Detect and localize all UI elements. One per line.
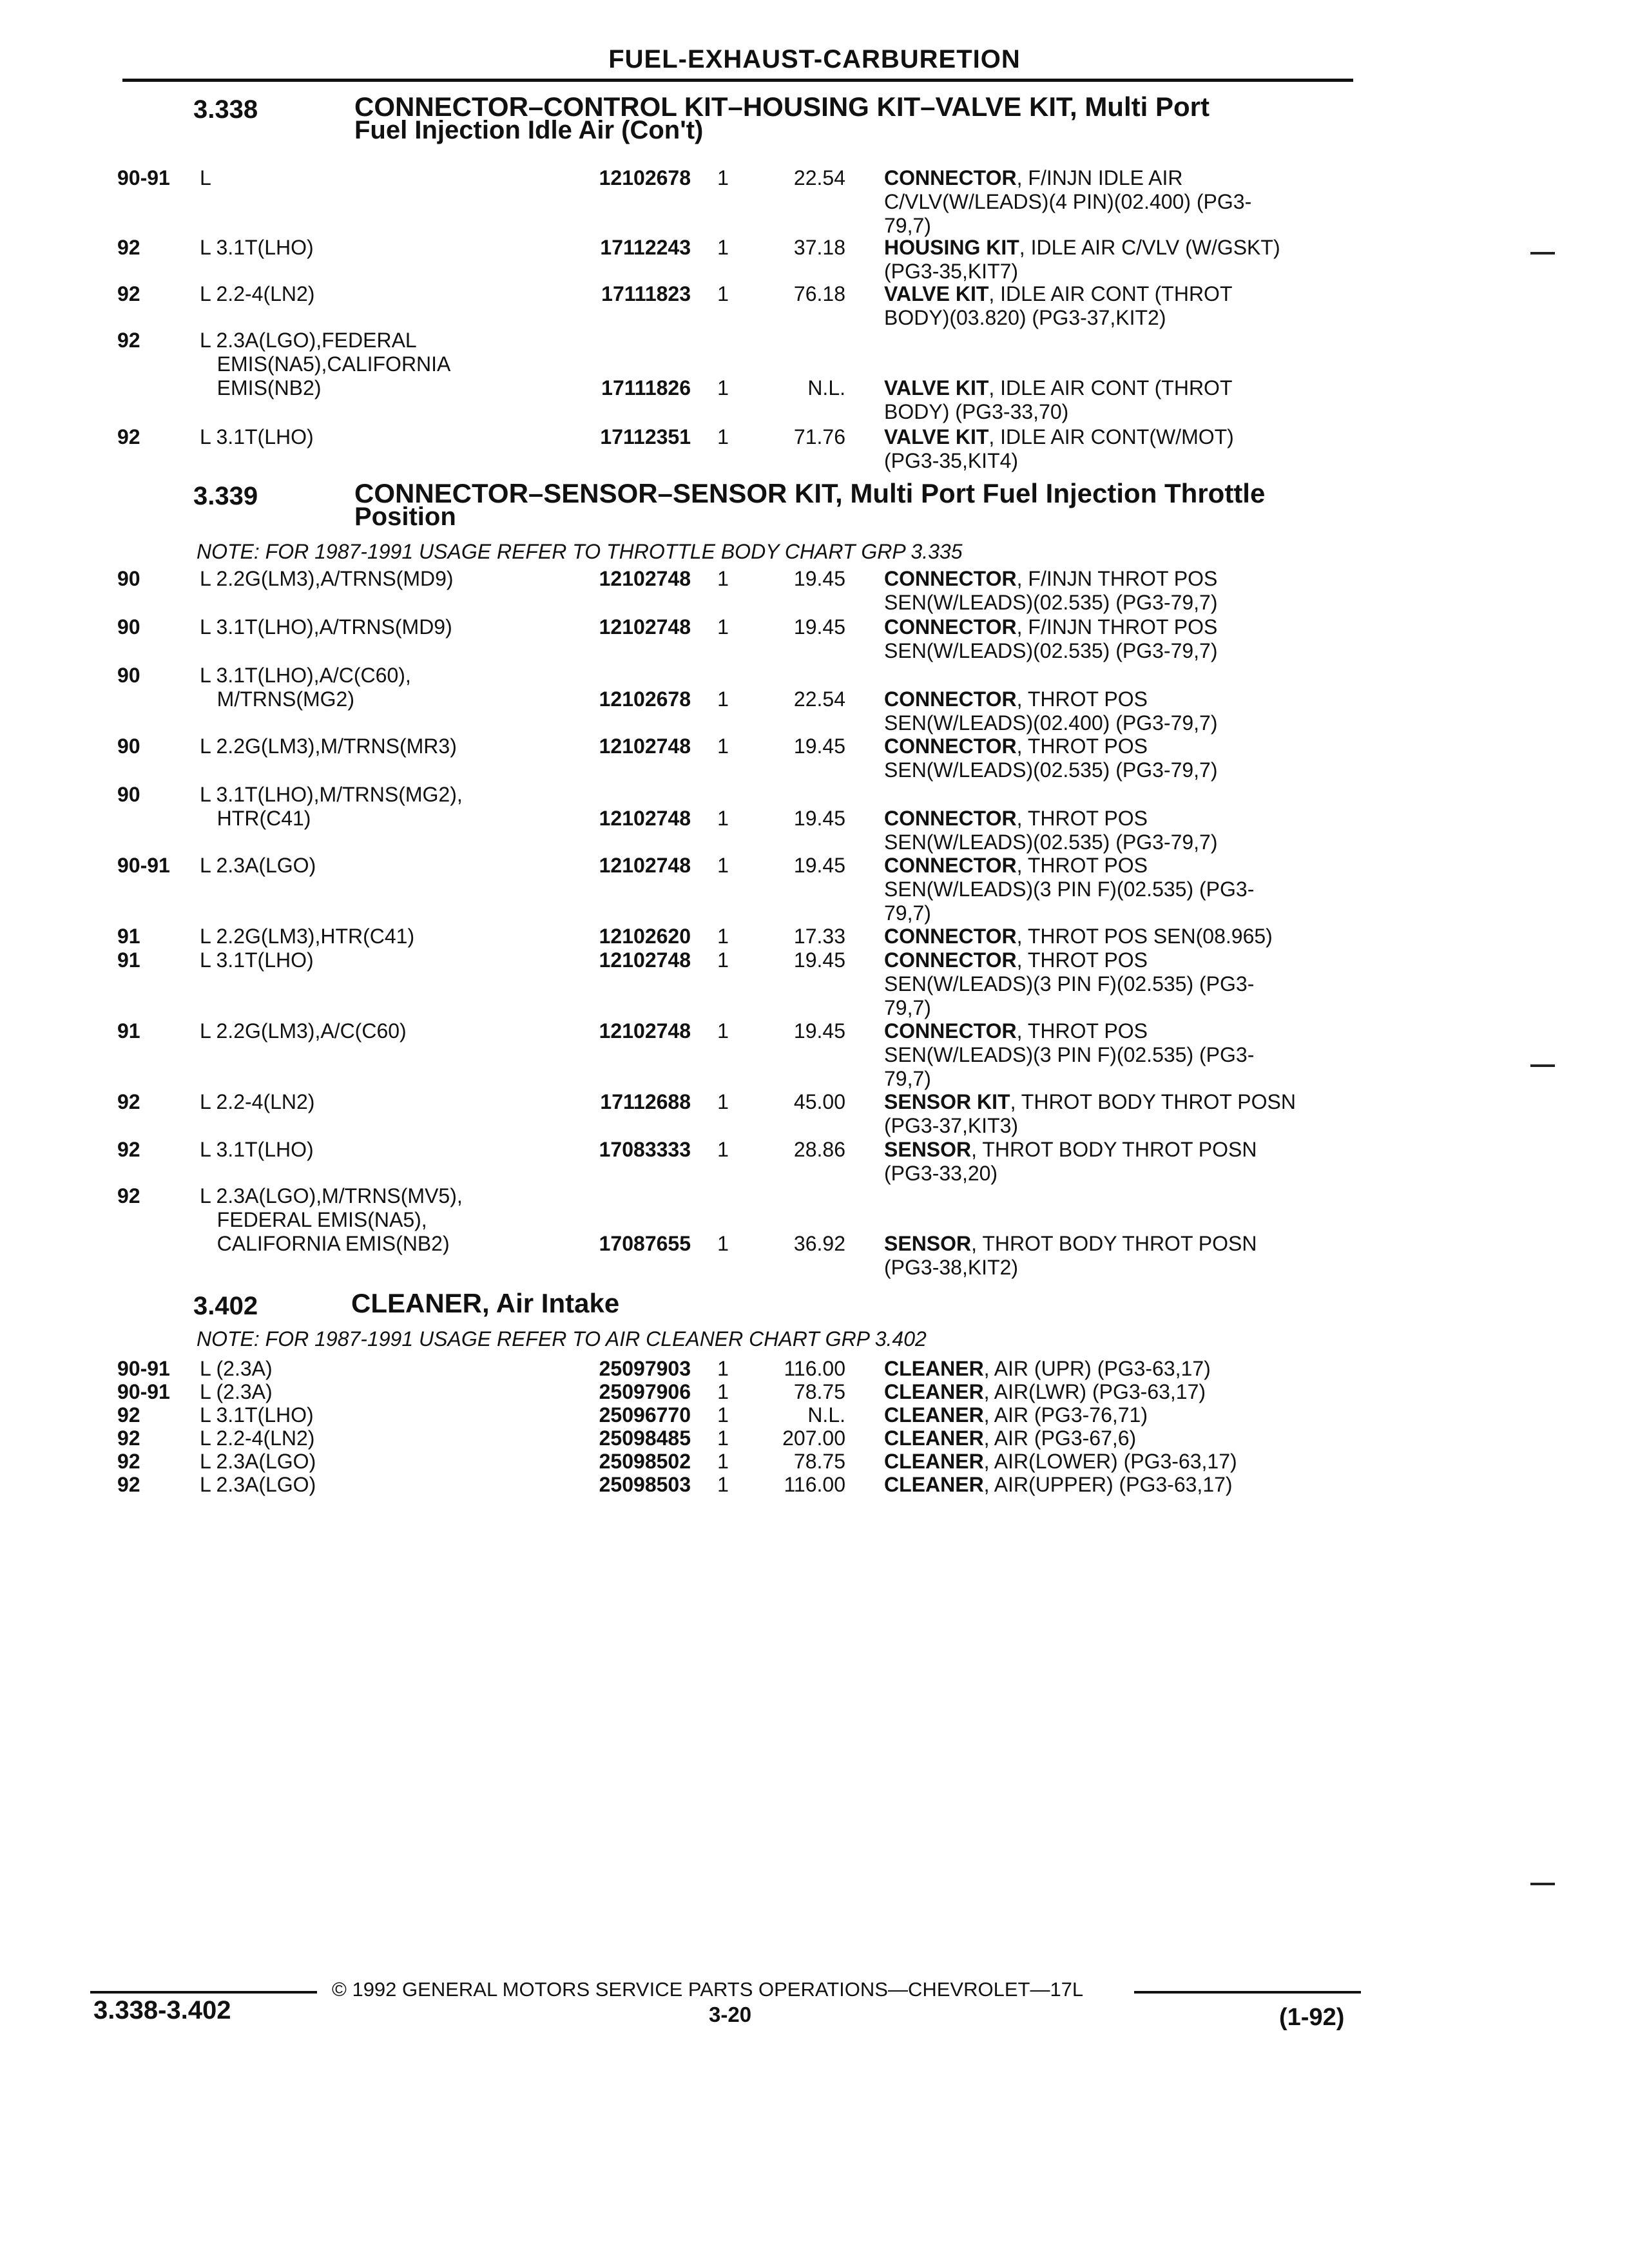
- description-line: BODY)(03.820) (PG3-37,KIT2): [884, 306, 1166, 329]
- model-spec: L 2.3A(LGO): [200, 1450, 316, 1473]
- quantity: 1: [717, 687, 729, 711]
- model-spec: L 3.1T(LHO): [200, 1138, 314, 1161]
- quantity: 1: [717, 1380, 729, 1403]
- description-line: HOUSING KIT, IDLE AIR C/VLV (W/GSKT): [884, 236, 1280, 259]
- model-year: 91: [117, 925, 140, 948]
- part-description: [884, 735, 1361, 782]
- model-year: 92: [117, 329, 140, 352]
- description-line: SEN(W/LEADS)(02.535) (PG3-79,7): [884, 758, 1218, 782]
- section-title-line2: Fuel Injection Idle Air (Con't): [354, 116, 704, 144]
- description-line: CLEANER, AIR (PG3-67,6): [884, 1427, 1137, 1450]
- quantity: 1: [717, 1232, 729, 1255]
- quantity: 1: [717, 854, 729, 877]
- model-year: 90: [117, 783, 140, 806]
- part-number: 17083333: [599, 1138, 691, 1161]
- model-year: 90-91: [117, 166, 170, 189]
- description-line: 79,7): [884, 996, 931, 1019]
- footer-copyright: © 1992 GENERAL MOTORS SERVICE PARTS OPERATIONS—CHEVROLET—17L: [332, 1978, 1084, 2001]
- model-year: 92: [117, 1473, 140, 1496]
- price: 207.00: [782, 1427, 845, 1450]
- description-line: CLEANER, AIR(LWR) (PG3-63,17): [884, 1380, 1206, 1403]
- margin-mark: [1530, 252, 1555, 255]
- price: 19.45: [793, 948, 845, 972]
- section-title-line1: CONNECTOR–SENSOR–SENSOR KIT, Multi Port Fuel Injection Throttle: [354, 478, 1266, 508]
- model-year: 91: [117, 1019, 140, 1043]
- part-description: [884, 1019, 1361, 1091]
- model-year: 92: [117, 1450, 140, 1473]
- margin-mark: [1530, 1064, 1555, 1067]
- description-line: SENSOR, THROT BODY THROT POSN: [884, 1232, 1257, 1255]
- section-note: NOTE: FOR 1987-1991 USAGE REFER TO THROTTLE BODY CHART GRP 3.335: [197, 540, 963, 563]
- price: 19.45: [793, 807, 845, 830]
- quantity: 1: [717, 735, 729, 758]
- model-year: 91: [117, 948, 140, 972]
- part-description: [884, 687, 1361, 735]
- model-spec: L 2.2-4(LN2): [200, 1090, 315, 1113]
- section-number: 3.402: [193, 1292, 258, 1320]
- model-spec: L 2.3A(LGO),M/TRNS(MV5), FEDERAL EMIS(NA5), CALIFORNIA EMIS(NB2): [200, 1184, 463, 1255]
- model-spec: L 2.2G(LM3),A/C(C60): [200, 1019, 407, 1043]
- model-year: 92: [117, 1090, 140, 1113]
- price: N.L.: [807, 1403, 845, 1427]
- part-description: [884, 1380, 1361, 1404]
- description-line: VALVE KIT, IDLE AIR CONT(W/MOT): [884, 425, 1234, 448]
- model-year: 92: [117, 236, 140, 259]
- part-number: 25098485: [599, 1427, 691, 1450]
- price: 45.00: [793, 1090, 845, 1113]
- quantity: 1: [717, 166, 729, 189]
- part-number: 12102748: [599, 948, 691, 972]
- description-line: CLEANER, AIR (PG3-76,71): [884, 1403, 1148, 1427]
- margin-mark: [1530, 1883, 1555, 1885]
- section-note: NOTE: FOR 1987-1991 USAGE REFER TO AIR CLEANER CHART GRP 3.402: [197, 1327, 927, 1350]
- part-number: 17087655: [599, 1232, 691, 1255]
- section-title: [354, 478, 1266, 531]
- part-number: 12102748: [599, 1019, 691, 1043]
- quantity: 1: [717, 948, 729, 972]
- price: 76.18: [793, 282, 845, 305]
- model-spec: L 2.2G(LM3),A/TRNS(MD9): [200, 567, 454, 590]
- part-number: 17111826: [601, 376, 691, 399]
- part-description: [884, 1450, 1361, 1474]
- model-spec: L 2.2-4(LN2): [200, 1427, 315, 1450]
- part-number: 12102748: [599, 807, 691, 830]
- part-number: 25097906: [599, 1380, 691, 1403]
- description-line: CONNECTOR, F/INJN THROT POS: [884, 567, 1218, 590]
- quantity: 1: [717, 1473, 729, 1496]
- part-description: [884, 615, 1361, 663]
- price: 116.00: [784, 1473, 845, 1496]
- part-description: [884, 1473, 1361, 1497]
- description-line: SEN(W/LEADS)(02.400) (PG3-79,7): [884, 711, 1218, 735]
- footer-rule-right: [1134, 1991, 1361, 1994]
- quantity: 1: [717, 282, 729, 305]
- price: 78.75: [793, 1380, 845, 1403]
- quantity: 1: [717, 925, 729, 948]
- footer-page-number: 3-20: [709, 2003, 752, 2026]
- model-spec: L 2.2G(LM3),M/TRNS(MR3): [200, 735, 457, 758]
- description-line: CLEANER, AIR(UPPER) (PG3-63,17): [884, 1473, 1233, 1496]
- description-line: BODY) (PG3-33,70): [884, 400, 1069, 423]
- price: 19.45: [793, 567, 845, 590]
- part-description: [884, 1090, 1361, 1138]
- description-line: (PG3-33,20): [884, 1162, 998, 1185]
- quantity: 1: [717, 1427, 729, 1450]
- description-line: SEN(W/LEADS)(02.535) (PG3-79,7): [884, 591, 1218, 614]
- description-line: SEN(W/LEADS)(3 PIN F)(02.535) (PG3-: [884, 1043, 1255, 1066]
- model-year: 92: [117, 1403, 140, 1427]
- model-year: 90: [117, 567, 140, 590]
- description-line: SEN(W/LEADS)(3 PIN F)(02.535) (PG3-: [884, 878, 1255, 901]
- part-number: 17112243: [600, 236, 691, 259]
- price: 19.45: [793, 615, 845, 639]
- price: 78.75: [793, 1450, 845, 1473]
- price: N.L.: [807, 376, 845, 399]
- model-year: 90: [117, 664, 140, 687]
- description-line: C/VLV(W/LEADS)(4 PIN)(02.400) (PG3-: [884, 190, 1252, 213]
- model-spec: L 3.1T(LHO): [200, 1403, 314, 1427]
- price: 17.33: [793, 925, 845, 948]
- part-description: [884, 1427, 1361, 1450]
- part-description: [884, 1138, 1361, 1186]
- model-year: 90-91: [117, 1380, 170, 1403]
- quantity: 1: [717, 615, 729, 639]
- description-line: SENSOR KIT, THROT BODY THROT POSN: [884, 1090, 1296, 1113]
- description-line: SEN(W/LEADS)(02.535) (PG3-79,7): [884, 639, 1218, 662]
- price: 22.54: [793, 687, 845, 711]
- quantity: 1: [717, 807, 729, 830]
- model-year: 92: [117, 425, 140, 448]
- part-number: 12102678: [599, 166, 691, 189]
- part-number: 17111823: [601, 282, 691, 305]
- model-spec: L (2.3A): [200, 1380, 273, 1403]
- part-description: [884, 567, 1361, 615]
- description-line: CONNECTOR, F/INJN IDLE AIR: [884, 166, 1183, 189]
- quantity: 1: [717, 567, 729, 590]
- model-spec: L 3.1T(LHO),A/C(C60), M/TRNS(MG2): [200, 664, 411, 711]
- model-spec: L 3.1T(LHO): [200, 236, 314, 259]
- description-line: CONNECTOR, THROT POS: [884, 735, 1148, 758]
- price: 71.76: [793, 425, 845, 448]
- part-number: 25098503: [599, 1473, 691, 1496]
- description-line: CONNECTOR, THROT POS: [884, 948, 1148, 972]
- price: 116.00: [784, 1357, 845, 1380]
- description-line: CLEANER, AIR(LOWER) (PG3-63,17): [884, 1450, 1237, 1473]
- quantity: 1: [717, 236, 729, 259]
- footer-date: (1-92): [1279, 2004, 1345, 2031]
- description-line: SENSOR, THROT BODY THROT POSN: [884, 1138, 1257, 1161]
- description-line: SEN(W/LEADS)(02.535) (PG3-79,7): [884, 831, 1218, 854]
- section-title-line2: Position: [354, 503, 456, 531]
- description-line: CLEANER, AIR (UPR) (PG3-63,17): [884, 1357, 1211, 1380]
- description-line: VALVE KIT, IDLE AIR CONT (THROT: [884, 282, 1233, 305]
- model-spec: L 2.2G(LM3),HTR(C41): [200, 925, 415, 948]
- part-number: 12102678: [599, 687, 691, 711]
- price: 19.45: [793, 854, 845, 877]
- description-line: CONNECTOR, THROT POS: [884, 687, 1148, 711]
- page-header-title: FUEL-EXHAUST-CARBURETION: [608, 45, 1021, 73]
- section-title: [354, 91, 1210, 144]
- part-number: 25097903: [599, 1357, 691, 1380]
- section-title-line1: CLEANER, Air Intake: [351, 1288, 620, 1318]
- part-description: [884, 282, 1361, 330]
- model-year: 92: [117, 1138, 140, 1161]
- description-line: CONNECTOR, THROT POS: [884, 1019, 1148, 1043]
- description-line: 79,7): [884, 1067, 931, 1090]
- model-spec: L 3.1T(LHO),A/TRNS(MD9): [200, 615, 452, 639]
- description-line: CONNECTOR, THROT POS: [884, 854, 1148, 877]
- part-number: 12102620: [599, 925, 691, 948]
- description-line: (PG3-38,KIT2): [884, 1256, 1019, 1279]
- part-number: 17112351: [600, 425, 691, 448]
- part-description: [884, 854, 1361, 925]
- model-spec: L 2.3A(LGO): [200, 854, 316, 877]
- quantity: 1: [717, 1090, 729, 1113]
- model-year: 90: [117, 615, 140, 639]
- section-title: [351, 1288, 620, 1318]
- model-spec: L 3.1T(LHO): [200, 948, 314, 972]
- description-line: 79,7): [884, 214, 931, 237]
- part-number: 12102748: [599, 735, 691, 758]
- part-number: 12102748: [599, 615, 691, 639]
- quantity: 1: [717, 1450, 729, 1473]
- model-spec: L (2.3A): [200, 1357, 273, 1380]
- description-line: VALVE KIT, IDLE AIR CONT (THROT: [884, 376, 1233, 399]
- description-line: (PG3-35,KIT4): [884, 449, 1019, 472]
- model-year: 90-91: [117, 1357, 170, 1380]
- footer-rule-left: [90, 1991, 317, 1994]
- model-year: 90-91: [117, 854, 170, 877]
- part-description: [884, 1357, 1361, 1381]
- part-description: [884, 948, 1361, 1020]
- quantity: 1: [717, 1403, 729, 1427]
- section-title-line1: CONNECTOR–CONTROL KIT–HOUSING KIT–VALVE KIT, Multi Port: [354, 91, 1210, 122]
- part-number: 25096770: [599, 1403, 691, 1427]
- quantity: 1: [717, 425, 729, 448]
- description-line: SEN(W/LEADS)(3 PIN F)(02.535) (PG3-: [884, 972, 1255, 995]
- model-spec: L: [200, 166, 211, 189]
- part-description: [884, 166, 1361, 238]
- part-number: 12102748: [599, 854, 691, 877]
- footer-section-range: 3.338-3.402: [93, 1996, 231, 2024]
- description-line: CONNECTOR, THROT POS: [884, 807, 1148, 830]
- section-number: 3.338: [193, 95, 258, 124]
- model-spec: L 3.1T(LHO): [200, 425, 314, 448]
- part-description: [884, 236, 1361, 284]
- part-number: 25098502: [599, 1450, 691, 1473]
- model-spec: L 3.1T(LHO),M/TRNS(MG2), HTR(C41): [200, 783, 463, 830]
- part-description: [884, 807, 1361, 854]
- price: 28.86: [793, 1138, 845, 1161]
- header-rule: [122, 79, 1353, 82]
- model-year: 92: [117, 1184, 140, 1207]
- model-year: 92: [117, 282, 140, 305]
- quantity: 1: [717, 1357, 729, 1380]
- part-description: [884, 376, 1361, 424]
- model-spec: L 2.2-4(LN2): [200, 282, 315, 305]
- price: 19.45: [793, 735, 845, 758]
- description-line: CONNECTOR, F/INJN THROT POS: [884, 615, 1218, 639]
- part-description: [884, 1232, 1361, 1280]
- description-line: CONNECTOR, THROT POS SEN(08.965): [884, 925, 1273, 948]
- price: 37.18: [793, 236, 845, 259]
- model-year: 92: [117, 1427, 140, 1450]
- quantity: 1: [717, 1138, 729, 1161]
- price: 36.92: [793, 1232, 845, 1255]
- model-spec: L 2.3A(LGO): [200, 1473, 316, 1496]
- part-description: [884, 425, 1361, 473]
- part-number: 17112688: [600, 1090, 691, 1113]
- quantity: 1: [717, 376, 729, 399]
- description-line: 79,7): [884, 901, 931, 925]
- quantity: 1: [717, 1019, 729, 1043]
- description-line: (PG3-35,KIT7): [884, 260, 1019, 283]
- section-number: 3.339: [193, 482, 258, 510]
- part-number: 12102748: [599, 567, 691, 590]
- model-spec: L 2.3A(LGO),FEDERAL EMIS(NA5),CALIFORNIA EMIS(NB2): [200, 329, 451, 399]
- description-line: (PG3-37,KIT3): [884, 1114, 1019, 1137]
- model-year: 90: [117, 735, 140, 758]
- part-description: [884, 925, 1361, 948]
- price: 19.45: [793, 1019, 845, 1043]
- price: 22.54: [793, 166, 845, 189]
- part-description: [884, 1403, 1361, 1427]
